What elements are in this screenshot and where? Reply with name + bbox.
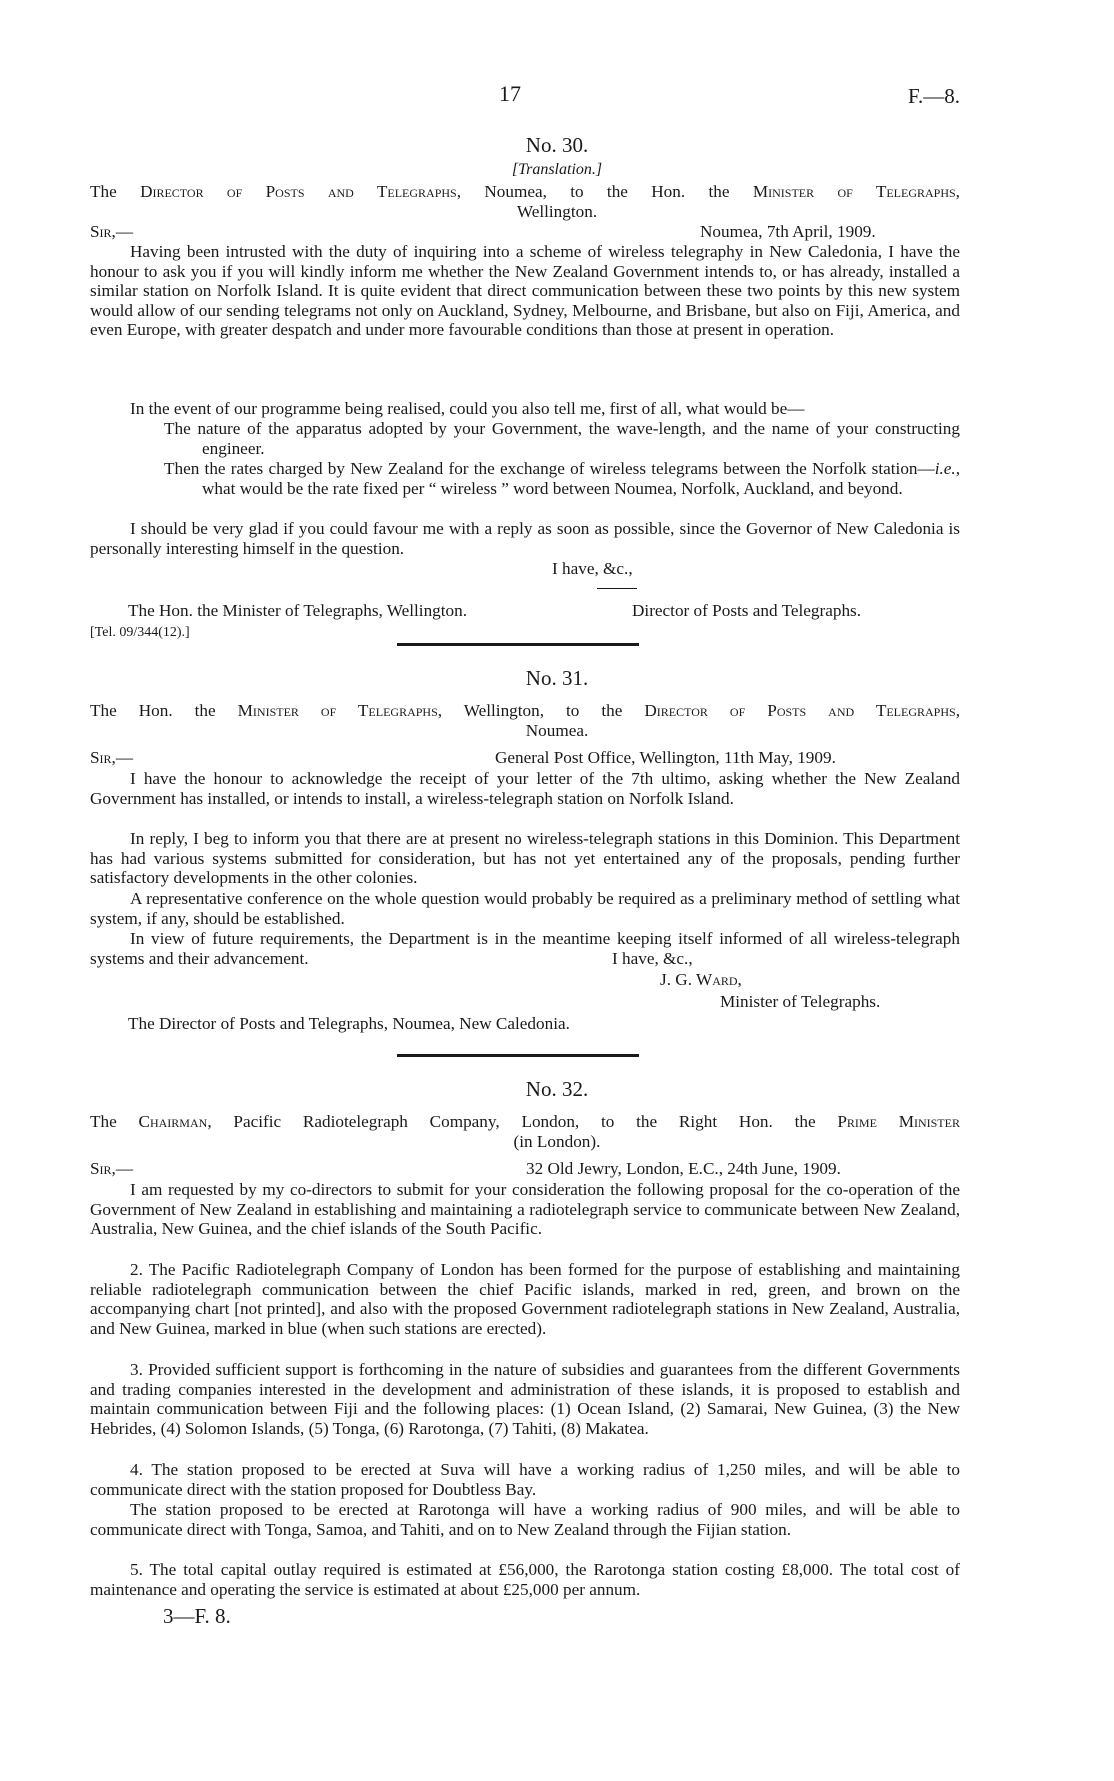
doc31-signatory-name: J. G. Ward, bbox=[660, 970, 742, 989]
doc31-address: The Hon. the Minister of Telegraphs, Wellington, to the Director of Posts and Telegraphs, bbox=[90, 701, 960, 720]
signature-dash bbox=[597, 588, 637, 589]
doc32-paragraph-4: 4. The station proposed to be erected at Suva will have a working radius of 1,250 miles, and will be able to communicate direct with the station proposed for Doubtless Bay. bbox=[90, 1460, 960, 1499]
doc31-salutation: Sir,— bbox=[90, 748, 134, 767]
doc32-paragraph-5: The station proposed to be erected at Rarotonga will have a working radius of 900 miles, and will be able to communicate direct with Tonga, Samoa, and Tahiti, and on to New Zealand through the Fijian station. bbox=[90, 1500, 960, 1539]
page-number: 17 bbox=[499, 81, 521, 106]
doc30-paragraph-1: Having been intrusted with the duty of inquiring into a scheme of wireless telegraphy in New Caledonia, I have the honour to ask you if you will kindly inform me whether the New Zealand Government intends to, or has already, installed a similar station on Norfolk Island. It is quite evident that direct communication between these two points by this new system would allow of our sending telegrams not only on Auckland, Sydney, Melbourne, and Brisbane, but also on Fiji, America, and even Europe, with greater despatch and under more favourable conditions than those at present in operation. bbox=[90, 242, 960, 340]
doc30-number: No. 30. bbox=[525, 133, 589, 157]
doc30-item-2: Then the rates charged by New Zealand for the exchange of wireless telegrams between the Norfolk station—i.e., what would be the rate fixed per “ wireless ” word between Noumea, Norfolk, Auckland, and beyond. bbox=[164, 459, 960, 498]
doc31-address-line2: Noumea. bbox=[525, 721, 589, 740]
doc31-paragraph-3: A representative conference on the whole question would probably be required as a preliminary method of settling what system, if any, should be established. bbox=[90, 889, 960, 928]
doc30-file-reference: [Tel. 09/344(12).] bbox=[90, 625, 190, 640]
doc32-paragraph-3: 3. Provided sufficient support is forthcoming in the nature of subsidies and guarantees from the different Governments and trading companies interested in the development and administration of these islands, it is proposed to establish and maintain communication between Fiji and the following places: (1) Ocean Island, (2) Samarai, New Guinea, (3) the New Hebrides, (4) Solomon Islands, (5) Tonga, (6) Rarotonga, (7) Tahiti, (8) Makatea. bbox=[90, 1360, 960, 1438]
doc31-signatory-title: Minister of Telegraphs. bbox=[720, 992, 881, 1011]
doc32-salutation: Sir,— bbox=[90, 1159, 134, 1178]
doc30-recipient: The Hon. the Minister of Telegraphs, Wellington. bbox=[128, 601, 468, 620]
doc30-translation-note: [Translation.] bbox=[511, 161, 603, 178]
doc32-number: No. 32. bbox=[525, 1077, 589, 1101]
doc31-place-date: General Post Office, Wellington, 11th May, 1909. bbox=[495, 748, 836, 767]
doc30-closing: I have, &c., bbox=[552, 559, 633, 578]
doc30-paragraph-3: I should be very glad if you could favour me with a reply as soon as possible, since the Governor of New Caledonia is personally interesting himself in the question. bbox=[90, 519, 960, 558]
section-divider-2 bbox=[397, 1054, 639, 1057]
doc32-paragraph-2: 2. The Pacific Radiotelegraph Company of London has been formed for the purpose of establishing and maintaining reliable radiotelegraph communication between the chief Pacific islands, marked in red, green, and brown on the accompanying chart [not printed], and also with the proposed Government radiotelegraph stations in New Zealand, Australia, and New Guinea, marked in blue (when such stations are erected). bbox=[90, 1260, 960, 1338]
doc31-paragraph-2: In reply, I beg to inform you that there are at present no wireless-telegraph stations in this Dominion. This Department has had various systems submitted for consideration, but has not yet entertained any of the proposals, pending further satisfactory developments in the other colonies. bbox=[90, 829, 960, 888]
doc31-number: No. 31. bbox=[525, 666, 589, 690]
document-reference: F.—8. bbox=[908, 84, 960, 108]
doc31-paragraph-1: I have the honour to acknowledge the receipt of your letter of the 7th ultimo, asking whether the New Zealand Government has installed, or intends to install, a wireless-telegraph station on Norfolk Island. bbox=[90, 769, 960, 808]
signature-mark: 3—F. 8. bbox=[163, 1604, 231, 1628]
doc32-paragraph-6: 5. The total capital outlay required is estimated at £56,000, the Rarotonga station costing £8,000. The total cost of maintenance and operating the service is estimated at about £25,000 per annum. bbox=[90, 1560, 960, 1599]
doc32-address-line2: (in London). bbox=[513, 1132, 601, 1151]
doc30-item-1: The nature of the apparatus adopted by your Government, the wave-length, and the name of your constructing engineer. bbox=[164, 419, 960, 458]
doc31-paragraph-4: In view of future requirements, the Department is in the meantime keeping itself informed of all wireless-telegraph systems and their advancement. bbox=[90, 929, 960, 968]
section-divider-1 bbox=[397, 643, 639, 646]
doc31-closing: I have, &c., bbox=[612, 949, 693, 968]
doc30-signatory-title: Director of Posts and Telegraphs. bbox=[632, 601, 862, 620]
doc30-address: The Director of Posts and Telegraphs, Noumea, to the Hon. the Minister of Telegraphs, bbox=[90, 182, 960, 201]
doc30-paragraph-2: In the event of our programme being realised, could you also tell me, first of all, what would be— bbox=[130, 399, 805, 418]
doc30-salutation: Sir,— bbox=[90, 222, 134, 241]
doc32-paragraph-1: I am requested by my co-directors to submit for your consideration the following proposal for the co-operation of the Government of New Zealand in establishing and maintaining a radiotelegraph service to communicate between New Zealand, Australia, New Guinea, and the chief islands of the South Pacific. bbox=[90, 1180, 960, 1239]
doc31-recipient: The Director of Posts and Telegraphs, Noumea, New Caledonia. bbox=[128, 1014, 570, 1033]
doc30-place-date: Noumea, 7th April, 1909. bbox=[700, 222, 876, 241]
doc30-address-line2: Wellington. bbox=[516, 202, 598, 221]
doc32-address: The Chairman, Pacific Radiotelegraph Company, London, to the Right Hon. the Prime Minister bbox=[90, 1112, 960, 1131]
doc32-place-date: 32 Old Jewry, London, E.C., 24th June, 1909. bbox=[526, 1159, 841, 1178]
